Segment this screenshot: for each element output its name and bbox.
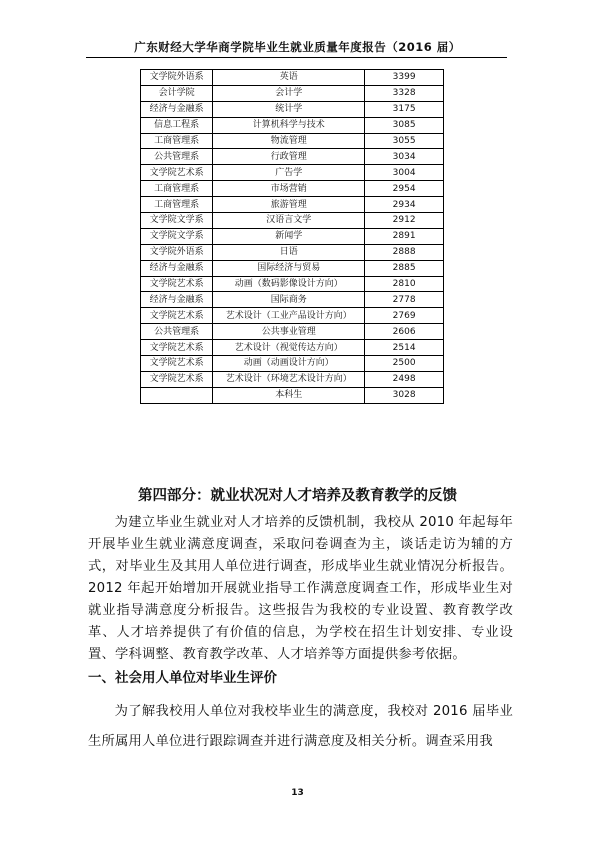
table-row: [141, 356, 444, 372]
department-cell: 工商管理系: [141, 181, 213, 197]
table-row: [141, 308, 444, 324]
section-title: 第四部分：就业状况对人才培养及教育教学的反馈: [138, 488, 457, 504]
department-cell: 文学院艺术系: [141, 371, 213, 387]
salary-cell: 3175: [365, 101, 444, 117]
major-cell: 国际经济与贸易: [213, 260, 365, 276]
major-cell: 动画（动画设计方向）: [213, 356, 365, 372]
salary-cell: 2810: [365, 276, 444, 292]
table-row: [141, 181, 444, 197]
table-row: [141, 387, 444, 403]
salary-cell: 3328: [365, 85, 444, 101]
table-row: [141, 149, 444, 165]
table-row: [141, 165, 444, 181]
salary-cell: 2934: [365, 197, 444, 213]
department-cell: 会计学院: [141, 85, 213, 101]
major-cell: 艺术设计（环境艺术设计方向）: [213, 371, 365, 387]
department-cell: [141, 387, 213, 403]
major-cell: 汉语言文学: [213, 213, 365, 229]
table-row: [141, 117, 444, 133]
major-cell: 日语: [213, 244, 365, 260]
salary-cell: 3085: [365, 117, 444, 133]
table-row: [141, 292, 444, 308]
department-cell: 经济与金融系: [141, 292, 213, 308]
department-cell: 文学院艺术系: [141, 276, 213, 292]
table-row: [141, 244, 444, 260]
department-cell: 公共管理系: [141, 324, 213, 340]
salary-cell: 2498: [365, 371, 444, 387]
table-row: [141, 340, 444, 356]
major-cell: 动画（数码影像设计方向）: [213, 276, 365, 292]
major-cell: 会计学: [213, 85, 365, 101]
department-cell: 文学院艺术系: [141, 340, 213, 356]
salary-cell: 2514: [365, 340, 444, 356]
department-cell: 文学院文学系: [141, 228, 213, 244]
salary-cell: 2606: [365, 324, 444, 340]
department-cell: 经济与金融系: [141, 260, 213, 276]
running-header: 广东财经大学华商学院毕业生就业质量年度报告（2016 届）: [134, 40, 461, 54]
major-cell: 旅游管理: [213, 197, 365, 213]
department-cell: 文学院外语系: [141, 244, 213, 260]
table-row: [141, 213, 444, 229]
department-cell: 工商管理系: [141, 197, 213, 213]
salary-cell: 2778: [365, 292, 444, 308]
salary-cell: 2912: [365, 213, 444, 229]
salary-cell: 3004: [365, 165, 444, 181]
salary-cell: 3034: [365, 149, 444, 165]
major-cell: 行政管理: [213, 149, 365, 165]
department-cell: 工商管理系: [141, 133, 213, 149]
table-row: [141, 324, 444, 340]
salary-cell: 3028: [365, 387, 444, 403]
salary-table-body: [141, 70, 444, 404]
table-row: [141, 371, 444, 387]
department-cell: 信息工程系: [141, 117, 213, 133]
table-row: [141, 133, 444, 149]
salary-table: [140, 69, 444, 404]
major-cell: 艺术设计（工业产品设计方向）: [213, 308, 365, 324]
department-cell: 文学院文学系: [141, 213, 213, 229]
table-row: [141, 260, 444, 276]
salary-cell: 2500: [365, 356, 444, 372]
salary-cell: 2885: [365, 260, 444, 276]
table-row: [141, 276, 444, 292]
salary-cell: 3399: [365, 70, 444, 86]
department-cell: 经济与金融系: [141, 101, 213, 117]
major-cell: 本科生: [213, 387, 365, 403]
department-cell: 文学院艺术系: [141, 308, 213, 324]
body-paragraph-1: 为建立毕业生就业对人才培养的反馈机制，我校从 2010 年起每年开展毕业生就业满意度调查，采取问卷调查为主，谈话走访为辅的方式，对毕业生及其用人单位进行调查，形成毕业生就业情况分析报告。2012 年起开始增加开展就业指导工作满意度调查工作，形成毕业生对就业指导满意度分析报告。这些报告为我校的专业设置、教育教学改革、人才培养提供了有价值的信息，为学校在招生计划安排、专业设置、学科调整、教育教学改革、人才培养等方面提供参考依据。: [88, 515, 513, 662]
body-paragraph-2: 为了解我校用人单位对我校毕业生的满意度，我校对 2016 届毕业生所属用人单位进行跟踪调查并进行满意度及相关分析。调查采用我: [88, 704, 513, 749]
salary-cell: 2769: [365, 308, 444, 324]
table-row: [141, 101, 444, 117]
table-row: [141, 228, 444, 244]
major-cell: 公共事业管理: [213, 324, 365, 340]
table-row: [141, 70, 444, 86]
department-cell: 文学院外语系: [141, 70, 213, 86]
salary-cell: 2888: [365, 244, 444, 260]
major-cell: 计算机科学与技术: [213, 117, 365, 133]
major-cell: 艺术设计（视觉传达方向）: [213, 340, 365, 356]
major-cell: 新闻学: [213, 228, 365, 244]
major-cell: 英语: [213, 70, 365, 86]
header-rule: [86, 57, 507, 58]
major-cell: 统计学: [213, 101, 365, 117]
department-cell: 文学院艺术系: [141, 356, 213, 372]
page-number: 13: [291, 788, 304, 798]
major-cell: 广告学: [213, 165, 365, 181]
salary-cell: 2891: [365, 228, 444, 244]
department-cell: 文学院艺术系: [141, 165, 213, 181]
major-cell: 物流管理: [213, 133, 365, 149]
department-cell: 公共管理系: [141, 149, 213, 165]
major-cell: 市场营销: [213, 181, 365, 197]
salary-cell: 3055: [365, 133, 444, 149]
subheading: 一、社会用人单位对毕业生评价: [88, 670, 277, 686]
table-row: [141, 197, 444, 213]
salary-cell: 2954: [365, 181, 444, 197]
table-row: [141, 85, 444, 101]
major-cell: 国际商务: [213, 292, 365, 308]
